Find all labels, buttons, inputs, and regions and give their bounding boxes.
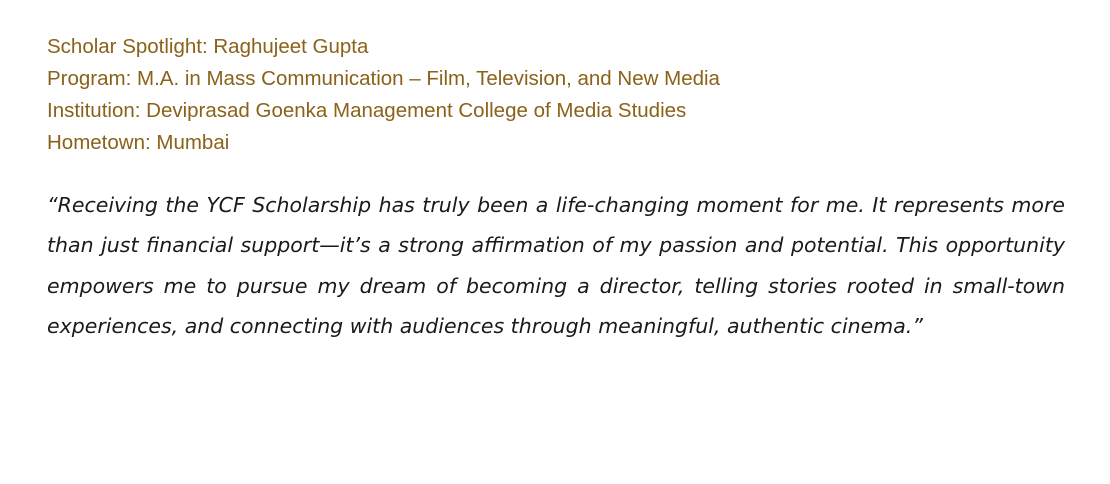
scholar-program: Program: M.A. in Mass Communication – Film, Television, and New Media xyxy=(47,67,720,90)
scholar-hometown: Hometown: Mumbai xyxy=(47,131,230,154)
scholar-institution: Institution: Deviprasad Goenka Management College of Media Studies xyxy=(47,99,687,122)
scholar-details xyxy=(47,31,1064,159)
scholar-spotlight-title: Scholar Spotlight: Raghujeet Gupta xyxy=(47,35,369,58)
scholar-quote: “Receiving the YCF Scholarship has truly been a life-changing moment for me. It represents more than just financial support—it’s a strong affirmation of my passion and potential. This opportunity empowers me to pursue my dream of becoming a director, telling stories rooted in small-town experiences, and connecting with audiences through meaningful, authentic cinema.” xyxy=(47,193,1065,338)
